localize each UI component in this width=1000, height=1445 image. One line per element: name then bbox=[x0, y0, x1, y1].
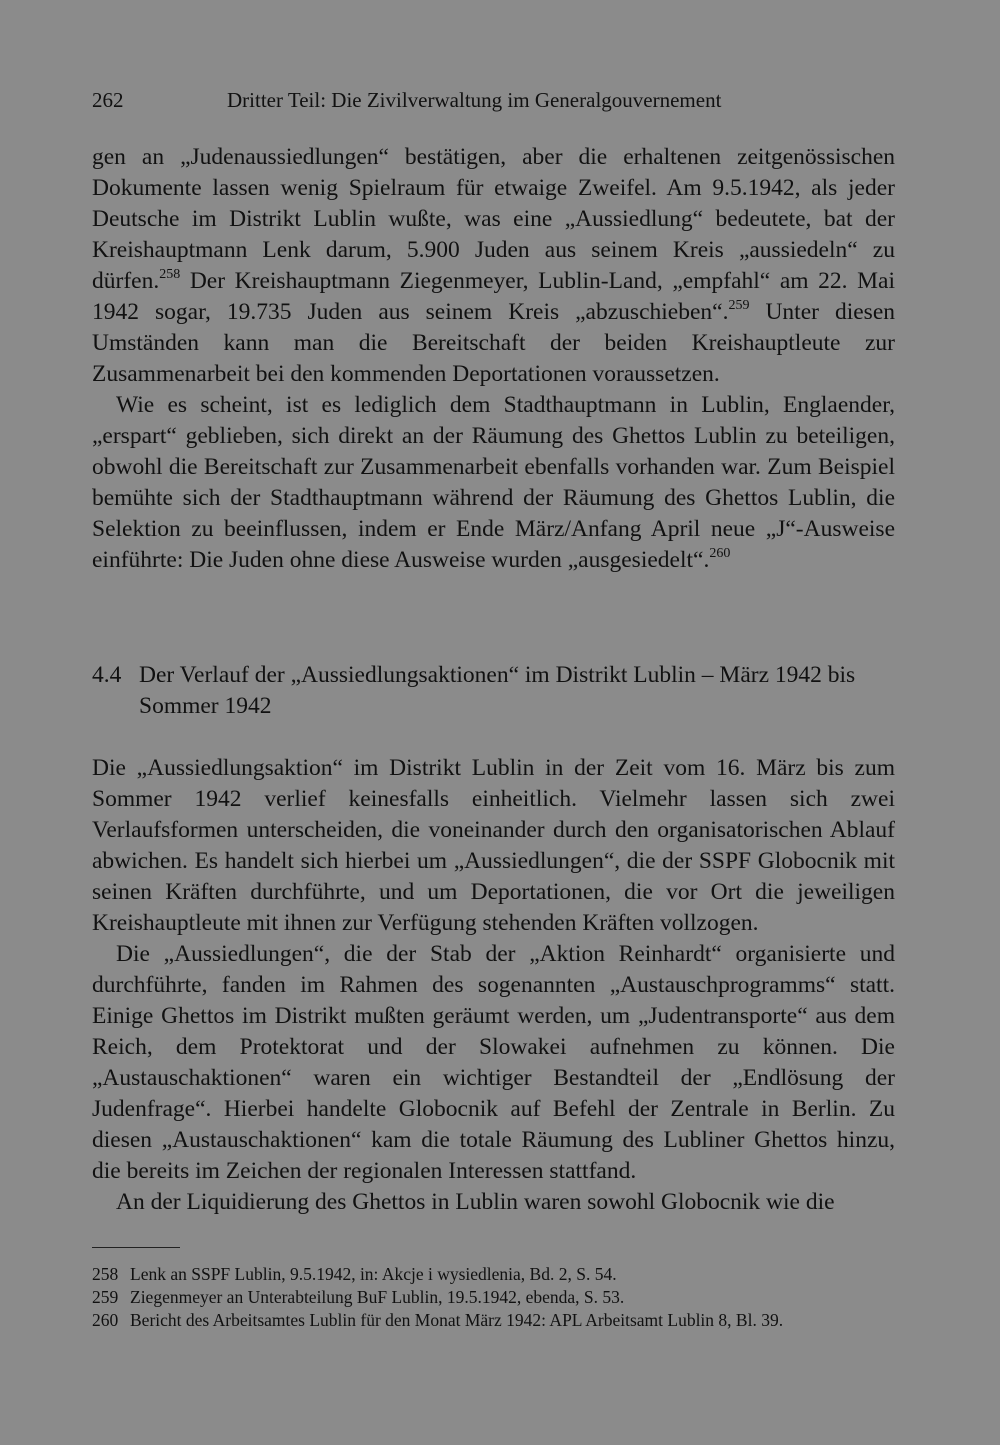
footnote-text: Bericht des Arbeitsamtes Lublin für den Monat März 1942: APL Arbeitsamt Lublin 8, Bl. 39. bbox=[130, 1310, 784, 1330]
footnote-number: 260 bbox=[92, 1310, 119, 1330]
paragraph: Die „Aussiedlungsaktion“ im Distrikt Lublin in der Zeit vom 16. März bis zum Sommer 1942 verlief keinesfalls einheitlich. Vielmehr lassen sich zwei Verlaufsformen unterscheiden, die voneinander durch den organisatorischen Ablauf abwichen. Es handelt sich hierbei um „Aussiedlungen“, die der SSPF Globocnik mit seinen Kräften durchführte, und um Deportationen, die vor Ort die jeweiligen Kreishauptleute mit ihnen zur Verfügung stehenden Kräften vollzogen. bbox=[92, 755, 895, 936]
paragraph: Wie es scheint, ist es lediglich dem Stadthauptmann in Lublin, Englaender, „erspart“ geblieben, sich direkt an der Räumung des Ghettos Lublin zu beteiligen, obwohl die Bereitschaft zur Zusammenarbeit ebenfalls vorhanden war. Zum Beispiel bemühte sich der Stadthauptmann während der Räumung des Ghettos Lublin, die Selektion zu beeinflussen, indem er Ende März/Anfang April neue „J“-Ausweise einführte: Die Juden ohne diese Ausweise wurden „ausgesiedelt“.$^{260}$ bbox=[92, 392, 895, 573]
footnote bbox=[92, 1309, 895, 1332]
footnote-rule bbox=[92, 1247, 180, 1248]
section-number: 4.4 bbox=[92, 662, 122, 688]
footnote-number: 259 bbox=[92, 1287, 119, 1307]
footnote bbox=[92, 1263, 895, 1286]
paragraph: gen an „Judenaussiedlungen“ bestätigen, aber die erhaltenen zeitgenössischen Dokumente lassen wenig Spielraum für etwaige Zweifel. Am 9.5.1942, als jeder Deutsche im Distrikt Lublin wußte, was eine „Aussiedlung“ bedeutete, bat der Kreishauptmann Lenk darum, 5.900 Juden aus seinem Kreis „aussiedeln“ zu dürfen.$^{258}$ Der Kreishauptmann Ziegenmeyer, Lublin-Land, „empfahl“ am 22. Mai 1942 sogar, 19.735 Juden aus seinem Kreis „abzuschieben“.$^{259}$ Unter diesen Umständen kann man die Bereitschaft der beiden Kreishauptleute zur Zusammenarbeit bei den kommenden Deportationen voraussetzen. bbox=[92, 144, 896, 387]
footnote-ref[interactable]: 258 bbox=[159, 267, 181, 282]
footnote-text: Ziegenmeyer an Unterabteilung BuF Lublin, 19.5.1942, ebenda, S. 53. bbox=[130, 1287, 625, 1307]
section-heading bbox=[92, 660, 895, 722]
footnote-ref[interactable]: 259 bbox=[728, 298, 750, 313]
footnote bbox=[92, 1286, 895, 1309]
footnote-ref[interactable]: 260 bbox=[709, 546, 731, 561]
running-title: Dritter Teil: Die Zivilverwaltung im Generalgouvernement bbox=[227, 88, 722, 112]
body-text-bottom bbox=[92, 753, 895, 1218]
footnotes bbox=[92, 1263, 895, 1332]
page-number: 262 bbox=[92, 88, 124, 112]
section-title: Der Verlauf der „Aussiedlungsaktionen“ im Distrikt Lublin – März 1942 bis Sommer 1942 bbox=[139, 662, 856, 719]
body-text-top bbox=[92, 142, 895, 576]
footnote-number: 258 bbox=[92, 1264, 119, 1284]
paragraph: An der Liquidierung des Ghettos in Lublin waren sowohl Globocnik wie die bbox=[116, 1189, 835, 1215]
paragraph: Die „Aussiedlungen“, die der Stab der „Aktion Reinhardt“ organisierte und durchführte, fanden im Rahmen des sogenannten „Austauschprogramms“ statt. Einige Ghettos im Distrikt mußten geräumt werden, um „Judentransporte“ aus dem Reich, dem Protektorat und der Slowakei aufnehmen zu können. Die „Austauschaktionen“ waren ein wichtiger Bestandteil der „Endlösung der Judenfrage“. Hierbei handelte Globocnik auf Befehl der Zentrale in Berlin. Zu diesen „Austauschaktionen“ kam die totale Räumung des Lubliner Ghettos hinzu, die bereits im Zeichen der regionalen Interessen stattfand. bbox=[92, 941, 895, 1184]
footnote-text: Lenk an SSPF Lublin, 9.5.1942, in: Akcje i wysiedlenia, Bd. 2, S. 54. bbox=[130, 1264, 617, 1284]
